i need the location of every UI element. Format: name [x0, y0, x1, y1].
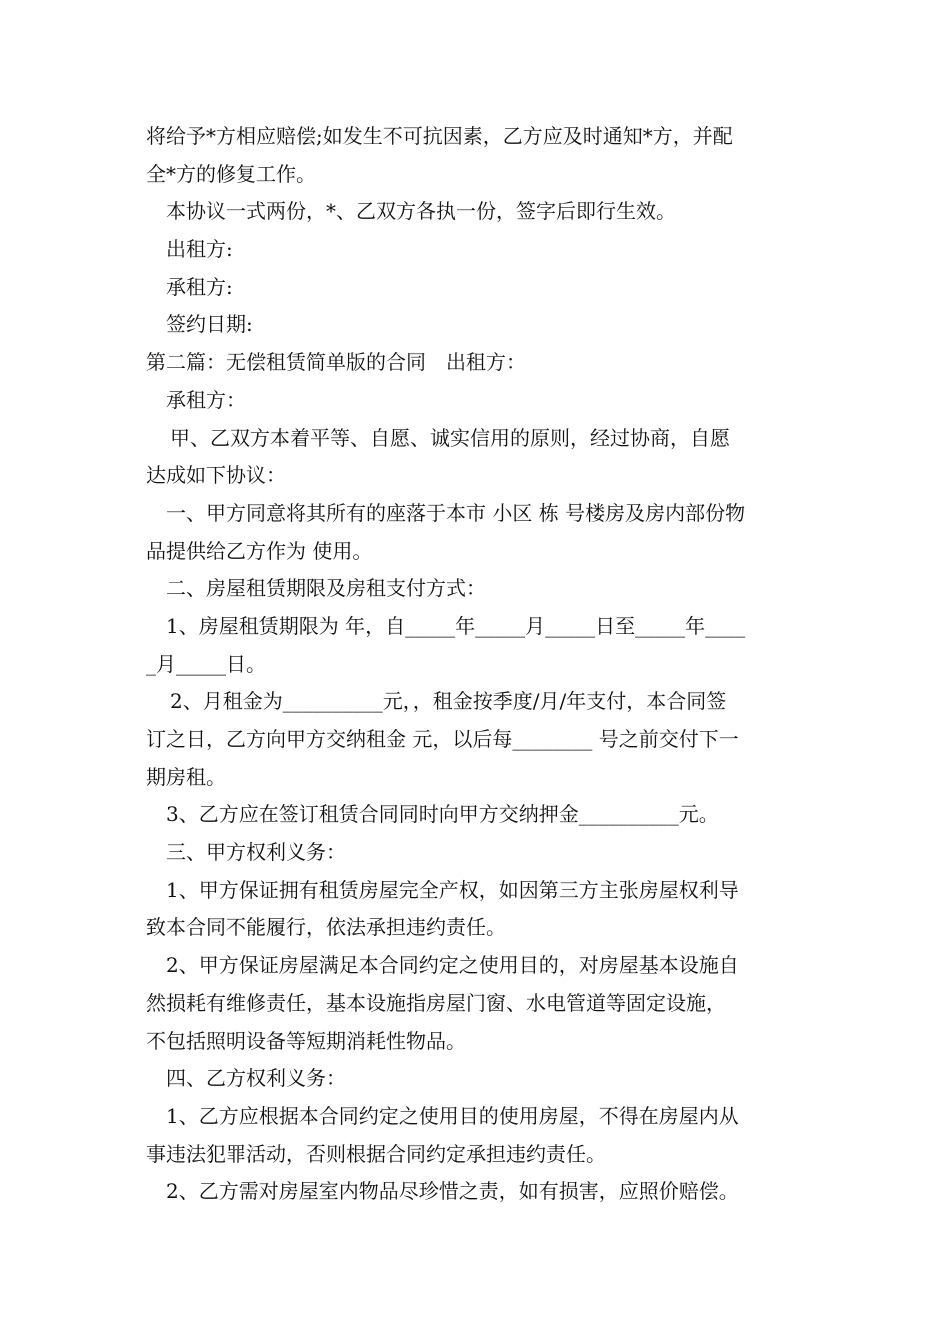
- clause-line: 3、乙方应在签订租赁合同同时向甲方交纳押金__________元。: [166, 802, 719, 827]
- text-line: 将给予*方相应赔偿;如发生不可抗因素，乙方应及时通知*方，并配: [146, 124, 733, 148]
- clause-heading: 二、房屋租赁期限及房租支付方式：: [166, 576, 486, 601]
- text-line: 甲、乙双方本着平等、自愿、诚实信用的原则，经过协商，自愿: [170, 425, 730, 450]
- clause-heading: 三、甲方权利义务：: [166, 840, 346, 865]
- clause-line: 1、甲方保证拥有租赁房屋完全产权，如因第三方主张房屋权利导: [166, 877, 739, 902]
- text-line: 不包括照明设备等短期消耗性物品。: [146, 1028, 466, 1053]
- section-heading: 第二篇：无偿租赁简单版的合同 出租方：: [146, 350, 526, 375]
- text-line: 然损耗有维修责任，基本设施指房屋门窗、水电管道等固定设施，: [146, 990, 726, 1015]
- text-line: 事违法犯罪活动，否则根据合同约定承担违约责任。: [146, 1141, 606, 1166]
- text-line: 全*方的修复工作。: [146, 161, 316, 186]
- text-line: 承租方：: [166, 387, 246, 412]
- text-line: 品提供给乙方作为 使用。: [146, 538, 373, 563]
- text-line: 期房租。: [146, 764, 226, 789]
- clause-line: 1、房屋租赁期限为 年，自_____年_____月_____日至_____年____: [166, 613, 746, 638]
- clause-line: 一、甲方同意将其所有的座落于本市 小区 栋 号楼房及房内部份物: [166, 500, 746, 525]
- clause-line: 2、甲方保证房屋满足本合同约定之使用目的，对房屋基本设施自: [166, 953, 739, 978]
- text-line: 订之日，乙方向甲方交纳租金 元，以后每________ 号之前交付下一: [146, 727, 739, 751]
- signature-lessor-label: 出租方:: [166, 237, 233, 262]
- clause-heading: 四、乙方权利义务：: [166, 1066, 346, 1091]
- clause-line: 1、乙方应根据本合同约定之使用目的使用房屋，不得在房屋内从: [166, 1103, 739, 1128]
- signing-date-label: 签约日期:: [166, 312, 253, 337]
- text-line: 达成如下协议：: [146, 463, 286, 488]
- text-line: _月_____日。: [146, 651, 266, 676]
- signature-lessee-label: 承租方:: [166, 274, 233, 299]
- document-body: [146, 118, 810, 1211]
- text-line: 致本合同不能履行，依法承担违约责任。: [146, 915, 506, 940]
- clause-line: 2、月租金为__________元，，租金按季度/月/年支付，本合同签: [170, 689, 727, 714]
- clause-line: 2、乙方需对房屋室内物品尽珍惜之责，如有损害，应照价赔偿。: [166, 1179, 739, 1204]
- text-line: 本协议一式两份，*、乙双方各执一份，签字后即行生效。: [166, 199, 676, 224]
